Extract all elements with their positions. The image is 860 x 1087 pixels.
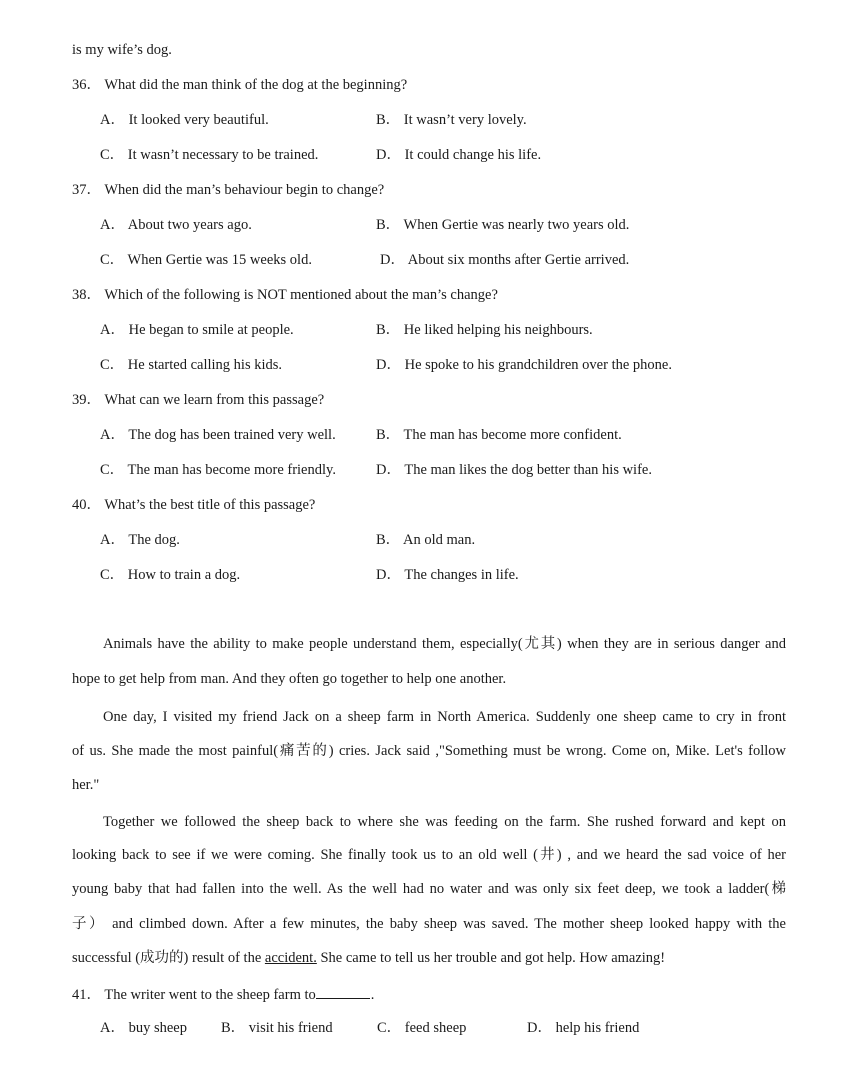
passage-line: Animals have the ability to make people understand them, especially(尤其) when they are in serious danger and — [103, 636, 786, 652]
question-41-option-b: B． visit his friend — [221, 1020, 333, 1036]
passage-line: of us. She made the most painful(痛苦的) cries. Jack said ,"Something must be wrong. Come on, Mike. Let's follow — [72, 743, 786, 759]
question-41-stem — [72, 984, 374, 1004]
question-39-option-a: A． The dog has been trained very well. — [100, 427, 336, 443]
answer-blank — [316, 984, 370, 999]
passage-line: looking back to see if we were coming. She finally took us to an old well (井) , and we heard the sad voice of her — [72, 847, 786, 863]
question-39-option-c: C． The man has become more friendly. — [100, 462, 336, 478]
question-41-text: 41． The writer went to the sheep farm to — [72, 987, 316, 1003]
passage-text: She came to tell us her trouble and got help. How amazing! — [316, 950, 666, 966]
question-41-option-d: D． help his friend — [527, 1020, 640, 1036]
question-37-option-a: A． About two years ago. — [100, 217, 252, 233]
question-38-option-c: C． He started calling his kids. — [100, 357, 283, 373]
question-41-option-c: C． feed sheep — [377, 1020, 467, 1036]
question-36-option-a: A． It looked very beautiful. — [100, 112, 269, 128]
question-38-stem: 38． Which of the following is NOT mentioned about the man’s change? — [72, 287, 498, 303]
question-39-stem: 39． What can we learn from this passage? — [72, 392, 325, 408]
question-40-stem: 40． What’s the best title of this passage? — [72, 497, 316, 513]
question-41-option-a: A． buy sheep — [100, 1020, 187, 1036]
question-39-option-d: D． The man likes the dog better than his wife. — [376, 462, 652, 478]
question-36-option-d: D． It could change his life. — [376, 147, 542, 163]
top-line: is my wife’s dog. — [72, 42, 172, 58]
passage-line: hope to get help from man. And they often go together to help one another. — [72, 671, 507, 687]
question-40-option-b: B． An old man. — [376, 532, 476, 548]
underlined-word: accident. — [264, 950, 317, 966]
question-39-option-b: B． The man has become more confident. — [376, 427, 622, 443]
question-37-option-d: D． About six months after Gertie arrived. — [380, 252, 630, 268]
question-40-option-a: A． The dog. — [100, 532, 180, 548]
passage-line: Together we followed the sheep back to where she was feeding on the farm. She rushed forward and kept on — [103, 814, 786, 830]
passage-line: One day, I visited my friend Jack on a sheep farm in North America. Suddenly one sheep came to cry in front — [103, 709, 786, 725]
question-40-option-c: C． How to train a dog. — [100, 567, 241, 583]
question-41-period: . — [370, 987, 375, 1003]
question-37-option-c: C． When Gertie was 15 weeks old. — [100, 252, 312, 268]
question-36-stem: 36． What did the man think of the dog at the beginning? — [72, 77, 408, 93]
passage-line — [72, 949, 786, 967]
question-40-option-d: D． The changes in life. — [376, 567, 519, 583]
question-37-option-b: B． When Gertie was nearly two years old. — [376, 217, 630, 233]
question-37-stem: 37． When did the man’s behaviour begin to change? — [72, 182, 385, 198]
passage-line: her." — [72, 777, 100, 793]
question-38-option-d: D． He spoke to his grandchildren over the phone. — [376, 357, 672, 373]
question-36-option-b: B． It wasn’t very lovely. — [376, 112, 527, 128]
question-38-option-a: A． He began to smile at people. — [100, 322, 294, 338]
passage-line: 子） and climbed down. After a few minutes, the baby sheep was saved. The mother sheep looked happy with the — [72, 916, 786, 932]
question-38-option-b: B． He liked helping his neighbours. — [376, 322, 593, 338]
passage-text: successful (成功的) result of the — [72, 950, 265, 966]
passage-line: young baby that had fallen into the well. As the well had no water and was only six feet deep, we took a ladder(梯 — [72, 881, 786, 897]
question-36-option-c: C． It wasn’t necessary to be trained. — [100, 147, 319, 163]
